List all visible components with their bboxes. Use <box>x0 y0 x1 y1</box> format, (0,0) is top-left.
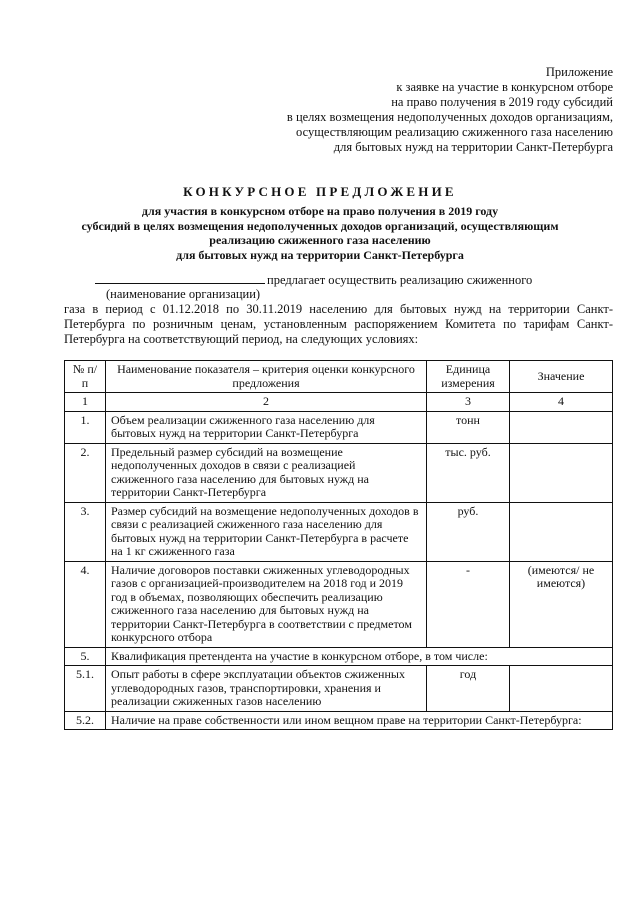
row-name: Объем реализации сжиженного газа населению для бытовых нужд на территории Санкт-Петербурга <box>106 411 427 443</box>
row-name: Предельный размер субсидий на возмещение недополученных доходов в связи с реализацией сжиженного газа населению для бытовых нужд на территории Санкт-Петербурга <box>106 443 427 502</box>
organization-caption: (наименование организации) <box>106 287 261 301</box>
index-cell: 1 <box>65 393 106 412</box>
table-row <box>65 502 613 561</box>
table-row <box>65 711 613 730</box>
row-value[interactable] <box>510 502 613 561</box>
appendix-line: осуществляющим реализацию сжиженного газа населению <box>296 125 613 139</box>
subtitle-line: реализацию сжиженного газа населению <box>209 233 431 247</box>
appendix-line: к заявке на участие в конкурсном отборе <box>396 80 613 94</box>
index-cell: 2 <box>106 393 427 412</box>
header-name: Наименование показателя – критерия оценки конкурсного предложения <box>106 361 427 393</box>
row-name: Наличие договоров поставки сжиженных углеводородных газов с организацией-производителем на 2018 год и 2019 год в объемах, позволяющих обеспечить реализацию сжиженного газа населению для бытовых нужд на территории Санкт-Петербурга в соответствии с предметом конкурсного отбора <box>106 561 427 647</box>
title-block <box>40 184 600 262</box>
intro-paragraph: газа в период с 01.12.2018 по 30.11.2019 населению для бытовых нужд на территории Санкт-Петербурга по розничным ценам, установленным распоряжением Комитета по тарифам Санкт-Петербурга на соответствующий период, на следующих условиях: <box>64 302 613 346</box>
row-num: 5.1. <box>65 666 106 712</box>
table-row <box>65 443 613 502</box>
header-value: Значение <box>510 361 613 393</box>
offer-text: предлагает осуществить реализацию сжиженного <box>267 273 533 287</box>
row-unit: тонн <box>427 411 510 443</box>
organization-blank[interactable] <box>95 271 265 284</box>
index-cell: 3 <box>427 393 510 412</box>
row-num: 4. <box>65 561 106 647</box>
table-row <box>65 666 613 712</box>
document-title: КОНКУРСНОЕ ПРЕДЛОЖЕНИЕ <box>183 184 457 199</box>
appendix-line: в целях возмещения недополученных доходов организациям, <box>286 110 613 124</box>
row-num: 3. <box>65 502 106 561</box>
row-num: 5. <box>65 647 106 666</box>
column-index-row <box>65 393 613 412</box>
table-row <box>65 647 613 666</box>
appendix-header <box>287 65 613 155</box>
criteria-table <box>64 360 613 730</box>
appendix-line: на право получения в 2019 году субсидий <box>391 95 613 109</box>
row-value[interactable] <box>510 666 613 712</box>
row-num: 2. <box>65 443 106 502</box>
appendix-line: для бытовых нужд на территории Санкт-Петербурга <box>333 140 613 154</box>
table-row <box>65 561 613 647</box>
table-row <box>65 411 613 443</box>
row-value[interactable]: (имеются/ не имеются) <box>510 561 613 647</box>
row-unit: руб. <box>427 502 510 561</box>
row-section-text: Квалификация претендента на участие в конкурсном отборе, в том числе: <box>106 647 613 666</box>
row-num: 1. <box>65 411 106 443</box>
row-unit: год <box>427 666 510 712</box>
row-section-text: Наличие на праве собственности или ином вещном праве на территории Санкт-Петербурга: <box>106 711 613 730</box>
row-name: Опыт работы в сфере эксплуатации объектов сжиженных углеводородных газов, транспортировки, хранения и реализации сжиженных газов населению <box>106 666 427 712</box>
subtitle-line: для бытовых нужд на территории Санкт-Петербурга <box>176 247 464 262</box>
row-unit: - <box>427 561 510 647</box>
offer-line <box>95 271 532 288</box>
row-num: 5.2. <box>65 711 106 730</box>
row-unit: тыс. руб. <box>427 443 510 502</box>
table-header-row <box>65 361 613 393</box>
appendix-line: Приложение <box>545 65 613 79</box>
row-value[interactable] <box>510 411 613 443</box>
row-value[interactable] <box>510 443 613 502</box>
subtitle-line: для участия в конкурсном отборе на право получения в 2019 году <box>141 204 499 218</box>
header-num: № п/п <box>65 361 106 393</box>
index-cell: 4 <box>510 393 613 412</box>
subtitle-line: субсидий в целях возмещения недополученных доходов организаций, осуществляющим <box>81 218 559 233</box>
row-name: Размер субсидий на возмещение недополученных доходов в связи с реализацией сжиженного газа населению для бытовых нужд на территории Санкт-Петербурга в расчете на 1 кг сжиженного газа <box>106 502 427 561</box>
header-unit: Единица измерения <box>427 361 510 393</box>
